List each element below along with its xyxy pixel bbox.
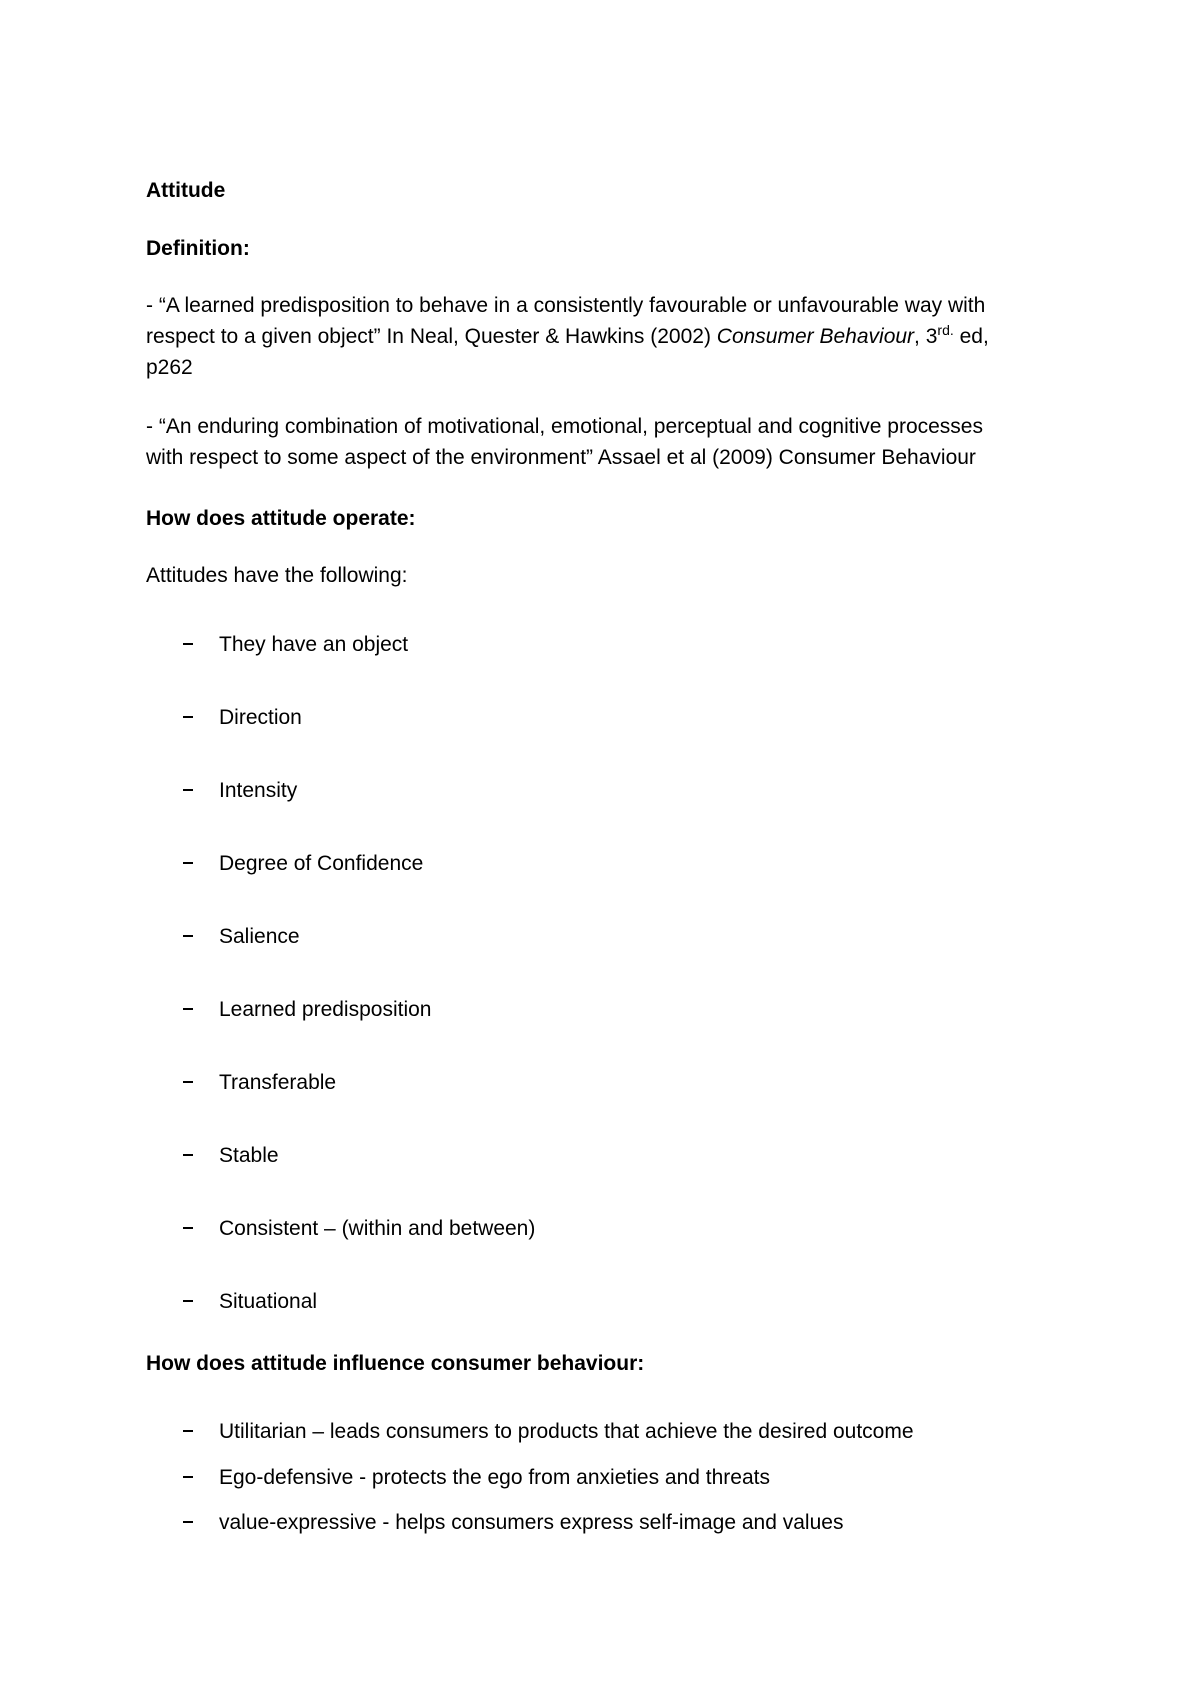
operate-heading: How does attitude operate: xyxy=(146,507,416,530)
dash-bullet xyxy=(183,1081,193,1083)
dash-bullet xyxy=(183,1300,193,1302)
dash-bullet xyxy=(183,1154,193,1156)
list-item-text: Ego-defensive - protects the ego from anxieties and threats xyxy=(219,1466,770,1489)
definition-1-edition-number: , 3 xyxy=(914,325,938,348)
definition-2-line-2: with respect to some aspect of the environment” Assael et al (2009) Consumer Behaviour xyxy=(146,446,976,469)
list-item-text: They have an object xyxy=(219,633,409,656)
dash-bullet xyxy=(183,716,193,718)
list-item-text: Situational xyxy=(219,1290,318,1313)
dash-bullet xyxy=(183,789,193,791)
dash-bullet xyxy=(183,935,193,937)
dash-bullet xyxy=(183,1008,193,1010)
definition-1-line-2 xyxy=(146,321,1076,352)
dash-bullet xyxy=(183,862,193,864)
definition-heading: Definition: xyxy=(146,237,250,260)
list-item-text: Salience xyxy=(219,925,300,948)
dash-bullet xyxy=(183,1476,193,1478)
definition-2-line-1: - “An enduring combination of motivational, emotional, perceptual and cognitive processes xyxy=(146,415,983,438)
dash-bullet xyxy=(183,1430,193,1432)
definition-1-book-title: Consumer Behaviour xyxy=(716,325,915,348)
definition-1-line-3: p262 xyxy=(146,356,193,379)
definition-paragraph-1 xyxy=(146,290,1076,383)
definition-1-edition-superscript: rd. xyxy=(937,322,954,338)
definition-1-citation-text: respect to a given object” In Neal, Quester & Hawkins (2002) xyxy=(146,325,717,348)
dash-bullet xyxy=(183,643,193,645)
list-item-text: Degree of Confidence xyxy=(219,852,424,875)
list-item-text: Utilitarian – leads consumers to products that achieve the desired outcome xyxy=(219,1420,914,1443)
definition-1-line-1: - “A learned predisposition to behave in a consistently favourable or unfavourable way with xyxy=(146,294,986,317)
operate-intro: Attitudes have the following: xyxy=(146,564,408,587)
definition-1-edition-suffix: ed, xyxy=(953,325,989,348)
page-title: Attitude xyxy=(146,179,226,202)
list-item-text: Transferable xyxy=(219,1071,337,1094)
list-item-text: Learned predisposition xyxy=(219,998,432,1021)
definition-paragraph-2 xyxy=(146,411,1076,473)
dash-bullet xyxy=(183,1521,193,1523)
influence-heading: How does attitude influence consumer behaviour: xyxy=(146,1352,645,1375)
list-item-text: Stable xyxy=(219,1144,279,1167)
list-item-text: value-expressive - helps consumers express self-image and values xyxy=(219,1511,844,1534)
list-item-text: Direction xyxy=(219,706,302,729)
list-item-text: Consistent – (within and between) xyxy=(219,1217,536,1240)
dash-bullet xyxy=(183,1227,193,1229)
list-item-text: Intensity xyxy=(219,779,298,802)
